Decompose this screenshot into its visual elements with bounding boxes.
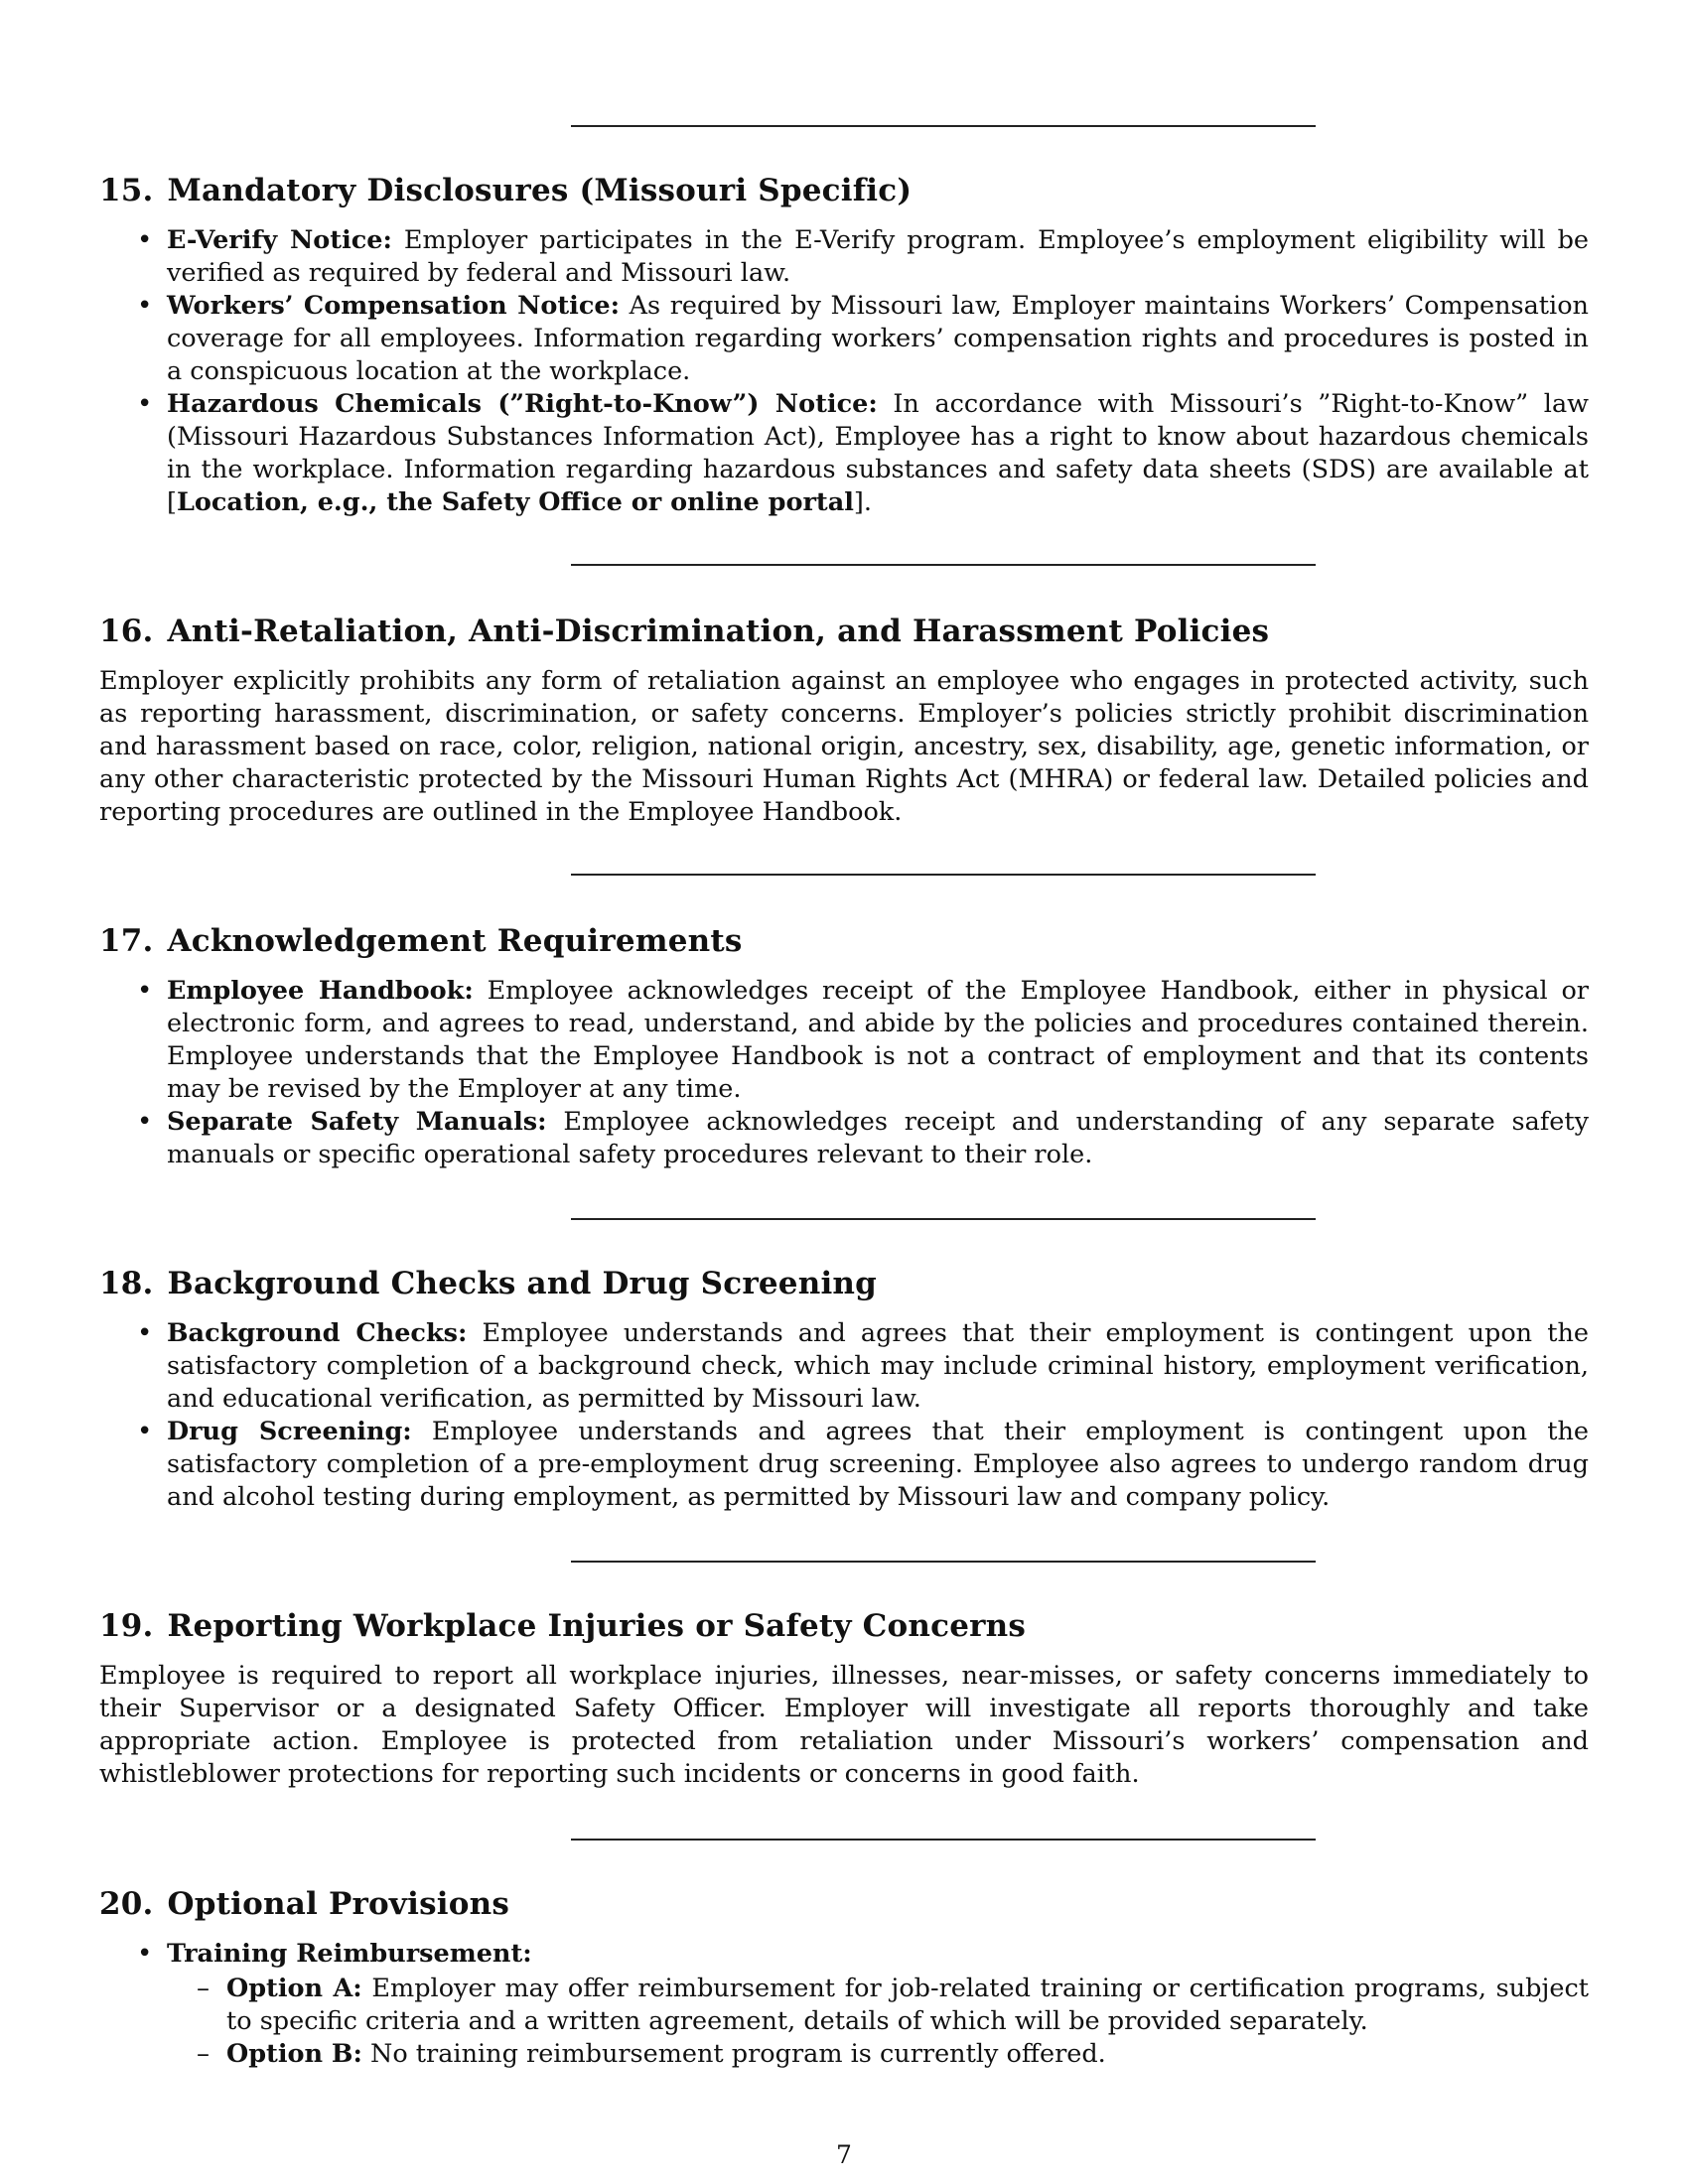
section-title: Mandatory Disclosures (Missouri Specific) (167, 173, 913, 208)
item-text: Employee understands and agrees that their employment is contingent upon the satisfactory completion of a background check, which may include criminal history, employment verification, and educational verification, as permitted by Missouri law. (167, 1318, 1589, 1414)
screening-list (99, 1317, 1589, 1514)
item-label: Separate Safety Manuals: (167, 1107, 547, 1137)
item-text: As required by Missouri law, Employer maintains Workers’ Compensation coverage for all employees. Information regarding workers’ compensation rights and procedures is posted in a conspicuous location at the workplace. (167, 291, 1589, 386)
list-item-drug-screening (167, 1416, 1589, 1514)
item-text: In accordance with Missouri’s ”Right-to-Know” law (Missouri Hazardous Substances Information Act), Employee has a right to know about hazardous chemicals in the workplace. Information regarding hazardous substances and safety data sheets (SDS) are available at [ (167, 389, 1589, 517)
section-16 (99, 612, 1589, 829)
section-number: 16. (99, 614, 154, 649)
section-divider (571, 1218, 1316, 1220)
item-text: Employer participates in the E-Verify program. Employee’s employment eligibility will be verified as required by federal and Missouri law. (167, 225, 1589, 288)
section-body: Employer explicitly prohibits any form of retaliation against an employee who engages in protected activity, such as reporting harassment, discrimination, or safety concerns. Employer’s policies strictly prohibit discrimination and harassment based on race, color, religion, national origin, ancestry, sex, disability, age, genetic information, or any other characteristic protected by the Missouri Human Rights Act (MHRA) or federal law. Detailed policies and reporting procedures are outlined in the Employee Handbook. (99, 666, 1589, 827)
section-divider (571, 1561, 1316, 1563)
item-label: Option B: (226, 2039, 362, 2069)
section-heading (99, 1264, 1589, 1303)
section-body: Employee is required to report all workplace injuries, illnesses, near-misses, or safety concerns immediately to their Supervisor or a designated Safety Officer. Employer will investigate all reports thoroughly and take appropriate action. Employee is protected from retaliation under Missouri’s workers’ compensation and whistleblower protections for reporting such incidents or concerns in good faith. (99, 1661, 1589, 1789)
section-title: Background Checks and Drug Screening (167, 1266, 878, 1301)
section-20 (99, 1884, 1589, 2071)
section-title: Reporting Workplace Injuries or Safety Concerns (167, 1608, 1027, 1644)
section-heading (99, 1884, 1589, 1924)
section-18 (99, 1264, 1589, 1514)
section-number: 19. (99, 1608, 154, 1644)
optional-provisions-list (99, 1938, 1589, 2071)
list-item-training-reimbursement (167, 1938, 1589, 2071)
acknowledgement-list (99, 975, 1589, 1171)
list-item-workers-comp (167, 290, 1589, 388)
list-item-option-a (226, 1973, 1589, 2038)
section-divider (571, 564, 1316, 566)
item-label: Workers’ Compensation Notice: (167, 291, 621, 321)
item-text: No training reimbursement program is currently offered. (361, 2039, 1106, 2069)
page-number: 7 (836, 2140, 852, 2169)
item-text: Employee understands and agrees that their employment is contingent upon the satisfactory completion of a pre-employment drug screening. Employee also agrees to undergo random drug and alcohol testing during employment, as permitted by Missouri law and company policy. (167, 1417, 1589, 1512)
section-heading (99, 171, 1589, 210)
disclosures-list (99, 224, 1589, 519)
section-number: 20. (99, 1886, 154, 1922)
item-label: Drug Screening: (167, 1417, 412, 1446)
item-label: E-Verify Notice: (167, 225, 392, 255)
list-item-hazardous-chemicals (167, 388, 1589, 519)
item-label: Employee Handbook: (167, 976, 474, 1006)
item-label: Hazardous Chemicals (”Right-to-Know”) Notice: (167, 389, 878, 419)
section-title: Optional Provisions (167, 1886, 509, 1922)
list-item-safety-manuals (167, 1106, 1589, 1171)
section-number: 15. (99, 173, 154, 208)
section-heading (99, 1606, 1589, 1646)
section-heading (99, 921, 1589, 961)
item-text: Employer may offer reimbursement for job-related training or certification programs, subject to specific criteria and a written agreement, details of which will be provided separately. (226, 1974, 1589, 2036)
list-item-employee-handbook (167, 975, 1589, 1106)
list-item-background-checks (167, 1317, 1589, 1416)
item-text: Employee acknowledges receipt of the Employee Handbook, either in physical or electronic form, and agrees to read, understand, and abide by the policies and procedures contained therein. Employee understands that the Employee Handbook is not a contract of employment and that its contents may be revised by the Employer at any time. (167, 976, 1589, 1104)
section-heading (99, 612, 1589, 651)
item-label: Option A: (226, 1974, 362, 2003)
section-title: Acknowledgement Requirements (167, 923, 743, 959)
section-19 (99, 1606, 1589, 1791)
section-title: Anti-Retaliation, Anti-Discrimination, and Harassment Policies (167, 614, 1270, 649)
item-label: Background Checks: (167, 1318, 468, 1348)
item-text-end: ]. (853, 487, 872, 517)
section-divider (571, 125, 1316, 127)
item-text: Employee acknowledges receipt and understanding of any separate safety manuals or specific operational safety procedures relevant to their role. (167, 1107, 1590, 1169)
list-item-everify (167, 224, 1589, 290)
item-label: Training Reimbursement: (167, 1939, 532, 1969)
options-list (167, 1973, 1589, 2071)
section-number: 18. (99, 1266, 154, 1301)
section-15 (99, 171, 1589, 519)
section-divider (571, 874, 1316, 876)
list-item-option-b (226, 2038, 1589, 2071)
section-divider (571, 1839, 1316, 1841)
section-17 (99, 921, 1589, 1171)
section-number: 17. (99, 923, 154, 959)
location-placeholder: Location, e.g., the Safety Office or online portal (176, 487, 854, 517)
